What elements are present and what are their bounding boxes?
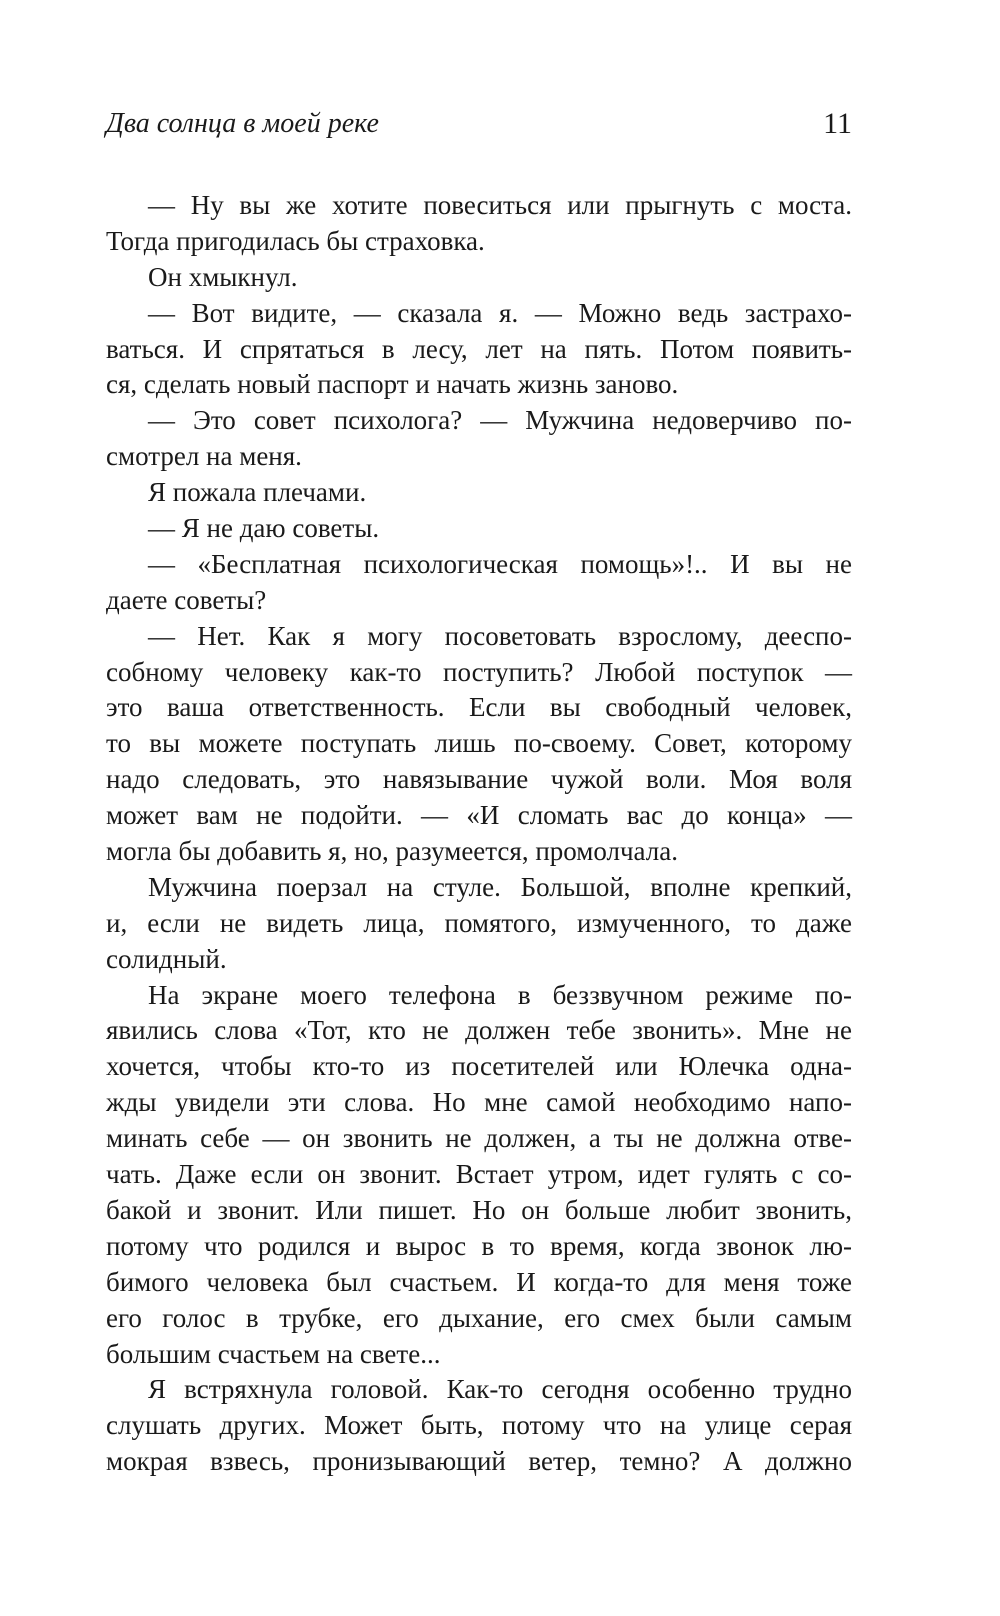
text-line: — «Бесплатная психологическая помощь»!.. И вы не <box>148 548 852 579</box>
text-line: его голос в трубке, его дыхание, его смех были самым <box>106 1302 852 1333</box>
text-line: потому что родился и вырос в то время, когда звонок лю- <box>106 1230 852 1261</box>
text-line: — Нет. Как я могу посоветовать взрослому, дееспо- <box>148 620 852 651</box>
text-line: мокрая взвесь, пронизывающий ветер, темно? А должно <box>106 1446 852 1477</box>
text-line: Я пожала плечами. <box>148 477 367 508</box>
text-line: хочется, чтобы кто-то из посетителей или Юлечка одна- <box>106 1051 852 1082</box>
text-line: бакой и звонит. Или пишет. Но он больше любит звонить, <box>106 1194 852 1225</box>
text-line: — Вот видите, — сказала я. — Можно ведь застрахо- <box>148 297 852 328</box>
text-line: смотрел на меня. <box>106 441 302 472</box>
text-line: — Ну вы же хотите повеситься или прыгнуть с моста. <box>148 190 852 220</box>
text-line: бимого человека был счастьем. И когда-то для меня тоже <box>106 1266 852 1297</box>
text-line: Он хмыкнул. <box>148 261 298 292</box>
text-line: Мужчина поерзал на стуле. Большой, вполне крепкий, <box>148 871 852 902</box>
text-line: солидный. <box>106 943 227 974</box>
text-line: может вам не подойти. — «И сломать вас до конца» — <box>106 800 852 831</box>
text-line: даете советы? <box>106 584 267 615</box>
text-line: минать себе — он звонить не должен, а ты не должна отве- <box>106 1123 852 1154</box>
text-line: надо следовать, это навязывание чужой воли. Моя воля <box>106 764 852 795</box>
text-line: собному человеку как-то поступить? Любой поступок — <box>106 656 852 687</box>
text-line: и, если не видеть лица, помятого, измученного, то даже <box>106 907 852 938</box>
text-line: ся, сделать новый паспорт и начать жизнь заново. <box>106 369 679 400</box>
text-line: Тогда пригодилась бы страховка. <box>106 225 485 256</box>
text-line: чать. Даже если он звонит. Встает утром, идет гулять с со- <box>106 1159 852 1190</box>
text-line: явились слова «Тот, кто не должен тебе звонить». Мне не <box>106 1015 852 1046</box>
text-line: ваться. И спрятаться в лесу, лет на пять. Потом появить- <box>106 333 852 364</box>
text-line: жды увидели эти слова. Но мне самой необходимо напо- <box>106 1087 852 1118</box>
text-line: большим счастьем на свете... <box>106 1338 441 1369</box>
page-number: 11 <box>823 107 852 140</box>
text-line: это ваша ответственность. Если вы свободный человек, <box>106 692 852 723</box>
text-line: На экране моего телефона в беззвучном режиме по- <box>148 979 852 1010</box>
text-line: то вы можете поступать лишь по-своему. Совет, которому <box>106 728 852 759</box>
text-line: могла бы добавить я, но, разумеется, промолчала. <box>106 836 678 867</box>
text-line: — Это совет психолога? — Мужчина недоверчиво по- <box>148 405 852 436</box>
book-title: Два солнца в моей реке <box>106 108 379 139</box>
text-line: Я встряхнула головой. Как-то сегодня особенно трудно <box>148 1374 852 1405</box>
running-head <box>106 104 852 144</box>
text-line: — Я не даю советы. <box>148 513 380 544</box>
body-text <box>106 188 852 1480</box>
text-line: слушать других. Может быть, потому что на улице серая <box>106 1410 852 1441</box>
